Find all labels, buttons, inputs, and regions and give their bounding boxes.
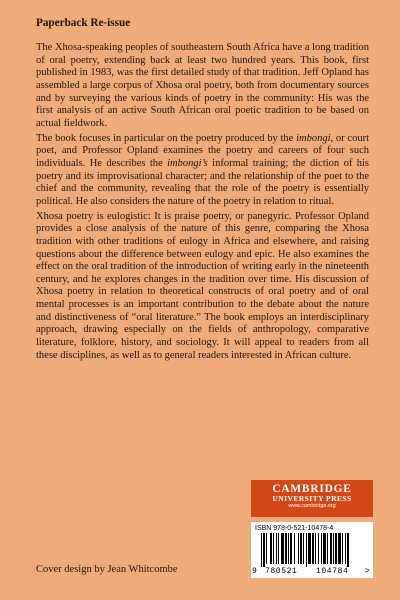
barcode-bar (263, 533, 265, 567)
barcode-digits-left: 780521 (265, 567, 298, 576)
barcode-bar (323, 533, 326, 564)
blurb-text (36, 42, 369, 364)
barcode-bar (338, 533, 341, 564)
barcode-bar (306, 533, 307, 567)
barcode-arrow: > (365, 567, 370, 576)
barcode-bar (273, 533, 274, 564)
barcode-icon (251, 533, 373, 567)
barcode-bar (318, 533, 319, 564)
barcode-bar (342, 533, 343, 564)
blurb-paragraph: The Xhosa-speaking peoples of southeastern South Africa have a long tradition of oral poetry, extending back at least two hundred years. This book, first published in 1983, was the first detailed study of that tradition. Jeff Opland has assembled a large corpus of Xhosa oral poetry, both from documentary sources and by surveying the various kinds of poetry in the community: His was the first analysis of an active South African oral poetic tradition to be based on actual fieldwork. (36, 42, 369, 129)
barcode-bar (298, 533, 299, 564)
barcode-bar (266, 533, 267, 564)
barcode-bar (335, 533, 337, 564)
cover-design-credit: Cover design by Jean Whitcombe (36, 564, 178, 575)
barcode-bar (333, 533, 334, 564)
barcode-digits-right: 104784 (316, 567, 349, 576)
barcode-bar (303, 533, 304, 564)
barcode-bar (321, 533, 322, 564)
barcode-bar (308, 533, 311, 564)
barcode-panel (251, 522, 373, 578)
barcode-bar (327, 533, 328, 564)
italic-term: imbongi’s (167, 157, 208, 169)
barcode-bar (270, 533, 272, 564)
barcode-digit-first: 9 (252, 567, 257, 576)
barcode-bar (300, 533, 302, 564)
blurb-paragraph: The book focuses in particular on the poetry produced by the imbongi, or court poet, and Professor Opland examines the poetry and careers of four such individuals. He describes the imbongi’s informal training; the diction of his poetry and its improvisational character; and the relationship of the poet to the chief and the community, revealing that the role of the poetry is essentially political. He also considers the nature of the poetry in relation to ritual. (36, 132, 369, 207)
publisher-name: CAMBRIDGE (272, 483, 352, 495)
barcode-bar (281, 533, 284, 564)
publisher-press: UNIVERSITY PRESS (272, 494, 352, 503)
barcode-bar (330, 533, 332, 564)
barcode-bar (312, 533, 314, 564)
barcode-bar (278, 533, 279, 564)
barcode-bar (285, 533, 287, 564)
barcode-bar (261, 533, 262, 567)
barcode-bar (315, 533, 316, 564)
barcode-bar (290, 533, 292, 564)
barcode-bar (345, 533, 346, 564)
publisher-logo (251, 480, 373, 517)
isbn-label: ISBN 978-0-521-10478-4 (255, 525, 334, 532)
barcode-bar (276, 533, 277, 564)
section-heading: Paperback Re-issue (36, 17, 131, 29)
barcode-bar (288, 533, 289, 564)
blurb-paragraph: Xhosa poetry is eulogistic: It is praise poetry, or panegyric. Professor Opland provides a close analysis of the nature of this genre, comparing the Xhosa tradition with other traditions of eulogy in Africa and elsewhere, and raising questions about the difference between eulogy and epic. He also examines the effect on the oral tradition of the introduction of writing early in the nineteenth century, and he explores changes in the tradition over time. His discussion of Xhosa poetry in relation to theoretical constructs of oral poetry and of oral mental processes is an important contribution to the debate about the nature and distinctiveness of “oral literature.” The book employs an interdisciplinary approach, drawing especially on the fields of anthropology, comparative literature, folklore, history, and sociology. It will appeal to readers from all these disciplines, as well as to general readers interested in African culture. (36, 210, 369, 361)
publisher-website: www.cambridge.org (288, 503, 336, 509)
barcode-bar (294, 533, 295, 564)
barcode-bar (347, 533, 349, 567)
italic-term: imbongi (296, 132, 331, 144)
